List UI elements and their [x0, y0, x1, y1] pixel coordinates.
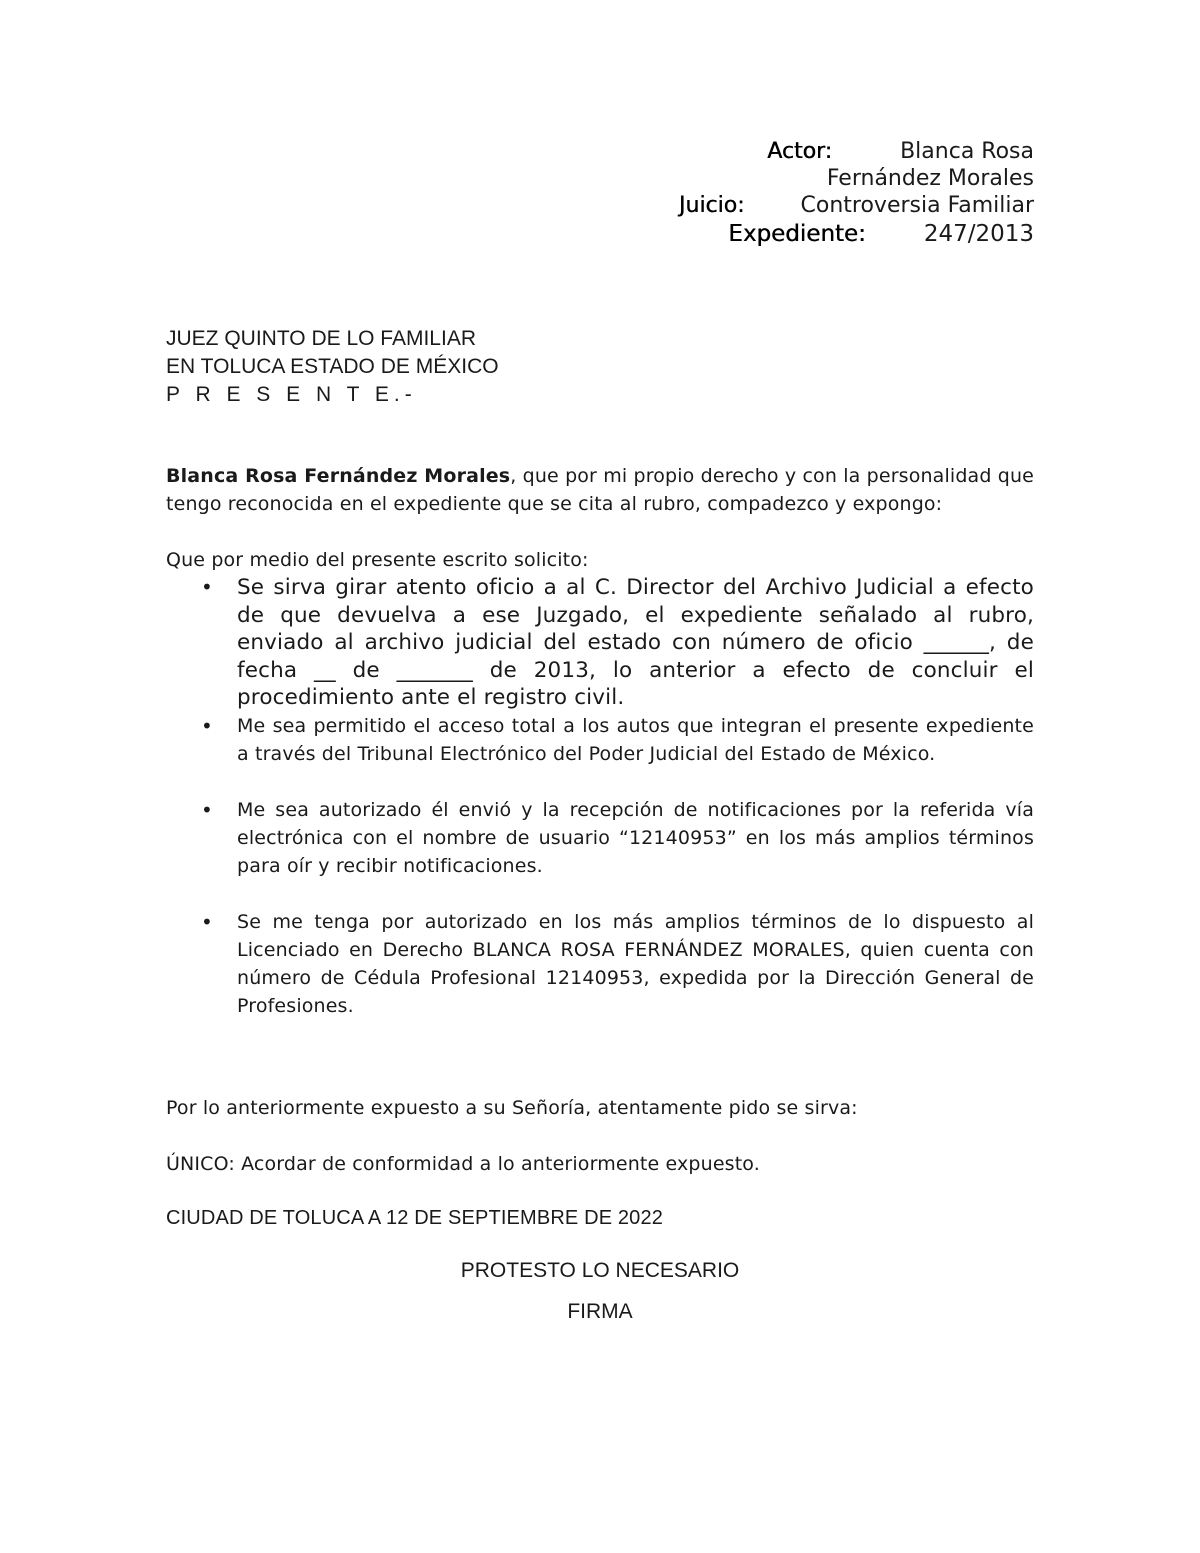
intro-paragraph	[166, 462, 1034, 518]
request-text: Se sirva girar atento oficio a al C. Director del Archivo Judicial a efecto de que devuelva a ese Juzgado, el expediente señalado al rubro, enviado al archivo judicial del estado con número de oficio ______, de fecha __ de _______ de 2013, lo anterior a efecto de concluir el procedimiento ante el registro civil.	[237, 575, 1034, 710]
case-header	[534, 138, 1034, 249]
request-text: Me sea permitido el acceso total a los autos que integran el presente expediente a través del Tribunal Electrónico del Poder Judicial del Estado de México.	[237, 714, 1034, 765]
expediente-label: Expediente:	[728, 221, 866, 247]
list-item	[166, 908, 1034, 1020]
actor-row-2	[534, 165, 1034, 192]
actor-row	[534, 138, 1034, 165]
actor-value-line1: Blanca Rosa	[900, 139, 1034, 164]
unico-line: ÚNICO: Acordar de conformidad a lo anteriormente expuesto.	[166, 1153, 760, 1175]
addressee-line2: EN TOLUCA ESTADO DE MÉXICO	[166, 355, 499, 378]
bullet-icon: •	[201, 909, 213, 934]
list-item	[166, 796, 1034, 880]
addressee-block	[166, 325, 499, 409]
expediente-value: 247/2013	[923, 221, 1034, 247]
request-text: Se me tenga por autorizado en los más amplios términos de lo dispuesto al Licenciado en Derecho BLANCA ROSA FERNÁNDEZ MORALES, quien cuenta con número de Cédula Profesional 12140953, expedida por la Dirección General de Profesiones.	[237, 910, 1034, 1017]
list-item	[166, 574, 1034, 712]
bullet-icon: •	[201, 713, 213, 738]
addressee-line3: P R E S E N T E.-	[166, 383, 417, 406]
firma-line: FIRMA	[567, 1300, 633, 1323]
request-intro: Que por medio del presente escrito solicito:	[166, 549, 589, 571]
request-text: Me sea autorizado él envió y la recepción de notificaciones por la referida vía electrónica con el nombre de usuario “12140953” en los más amplios términos para oír y recibir notificaciones.	[237, 798, 1034, 877]
expediente-row	[534, 219, 1034, 249]
bullet-icon: •	[201, 575, 213, 599]
letter-body	[166, 462, 1034, 1020]
intro-text: , que por mi propio derecho y con la personalidad que tengo reconocida en el expediente que se cita al rubro, compadezco y expongo:	[166, 465, 1034, 515]
actor-value-line2: Fernández Morales	[826, 166, 1034, 191]
bullet-icon: •	[201, 797, 213, 822]
protesto-line: PROTESTO LO NECESARIO	[460, 1259, 740, 1282]
juicio-row	[534, 192, 1034, 219]
petition-line: Por lo anteriormente expuesto a su Señoría, atentamente pido se sirva:	[166, 1097, 858, 1119]
addressee-line1: JUEZ QUINTO DE LO FAMILIAR	[166, 327, 476, 350]
intro-name: Blanca Rosa Fernández Morales	[166, 465, 511, 487]
juicio-value: Controversia Familiar	[800, 193, 1034, 218]
actor-label: Actor:	[767, 139, 833, 164]
request-list	[166, 574, 1034, 1020]
juicio-label: Juicio:	[678, 193, 745, 218]
place-date-line: CIUDAD DE TOLUCA A 12 DE SEPTIEMBRE DE 2022	[166, 1207, 664, 1229]
list-item	[166, 712, 1034, 768]
